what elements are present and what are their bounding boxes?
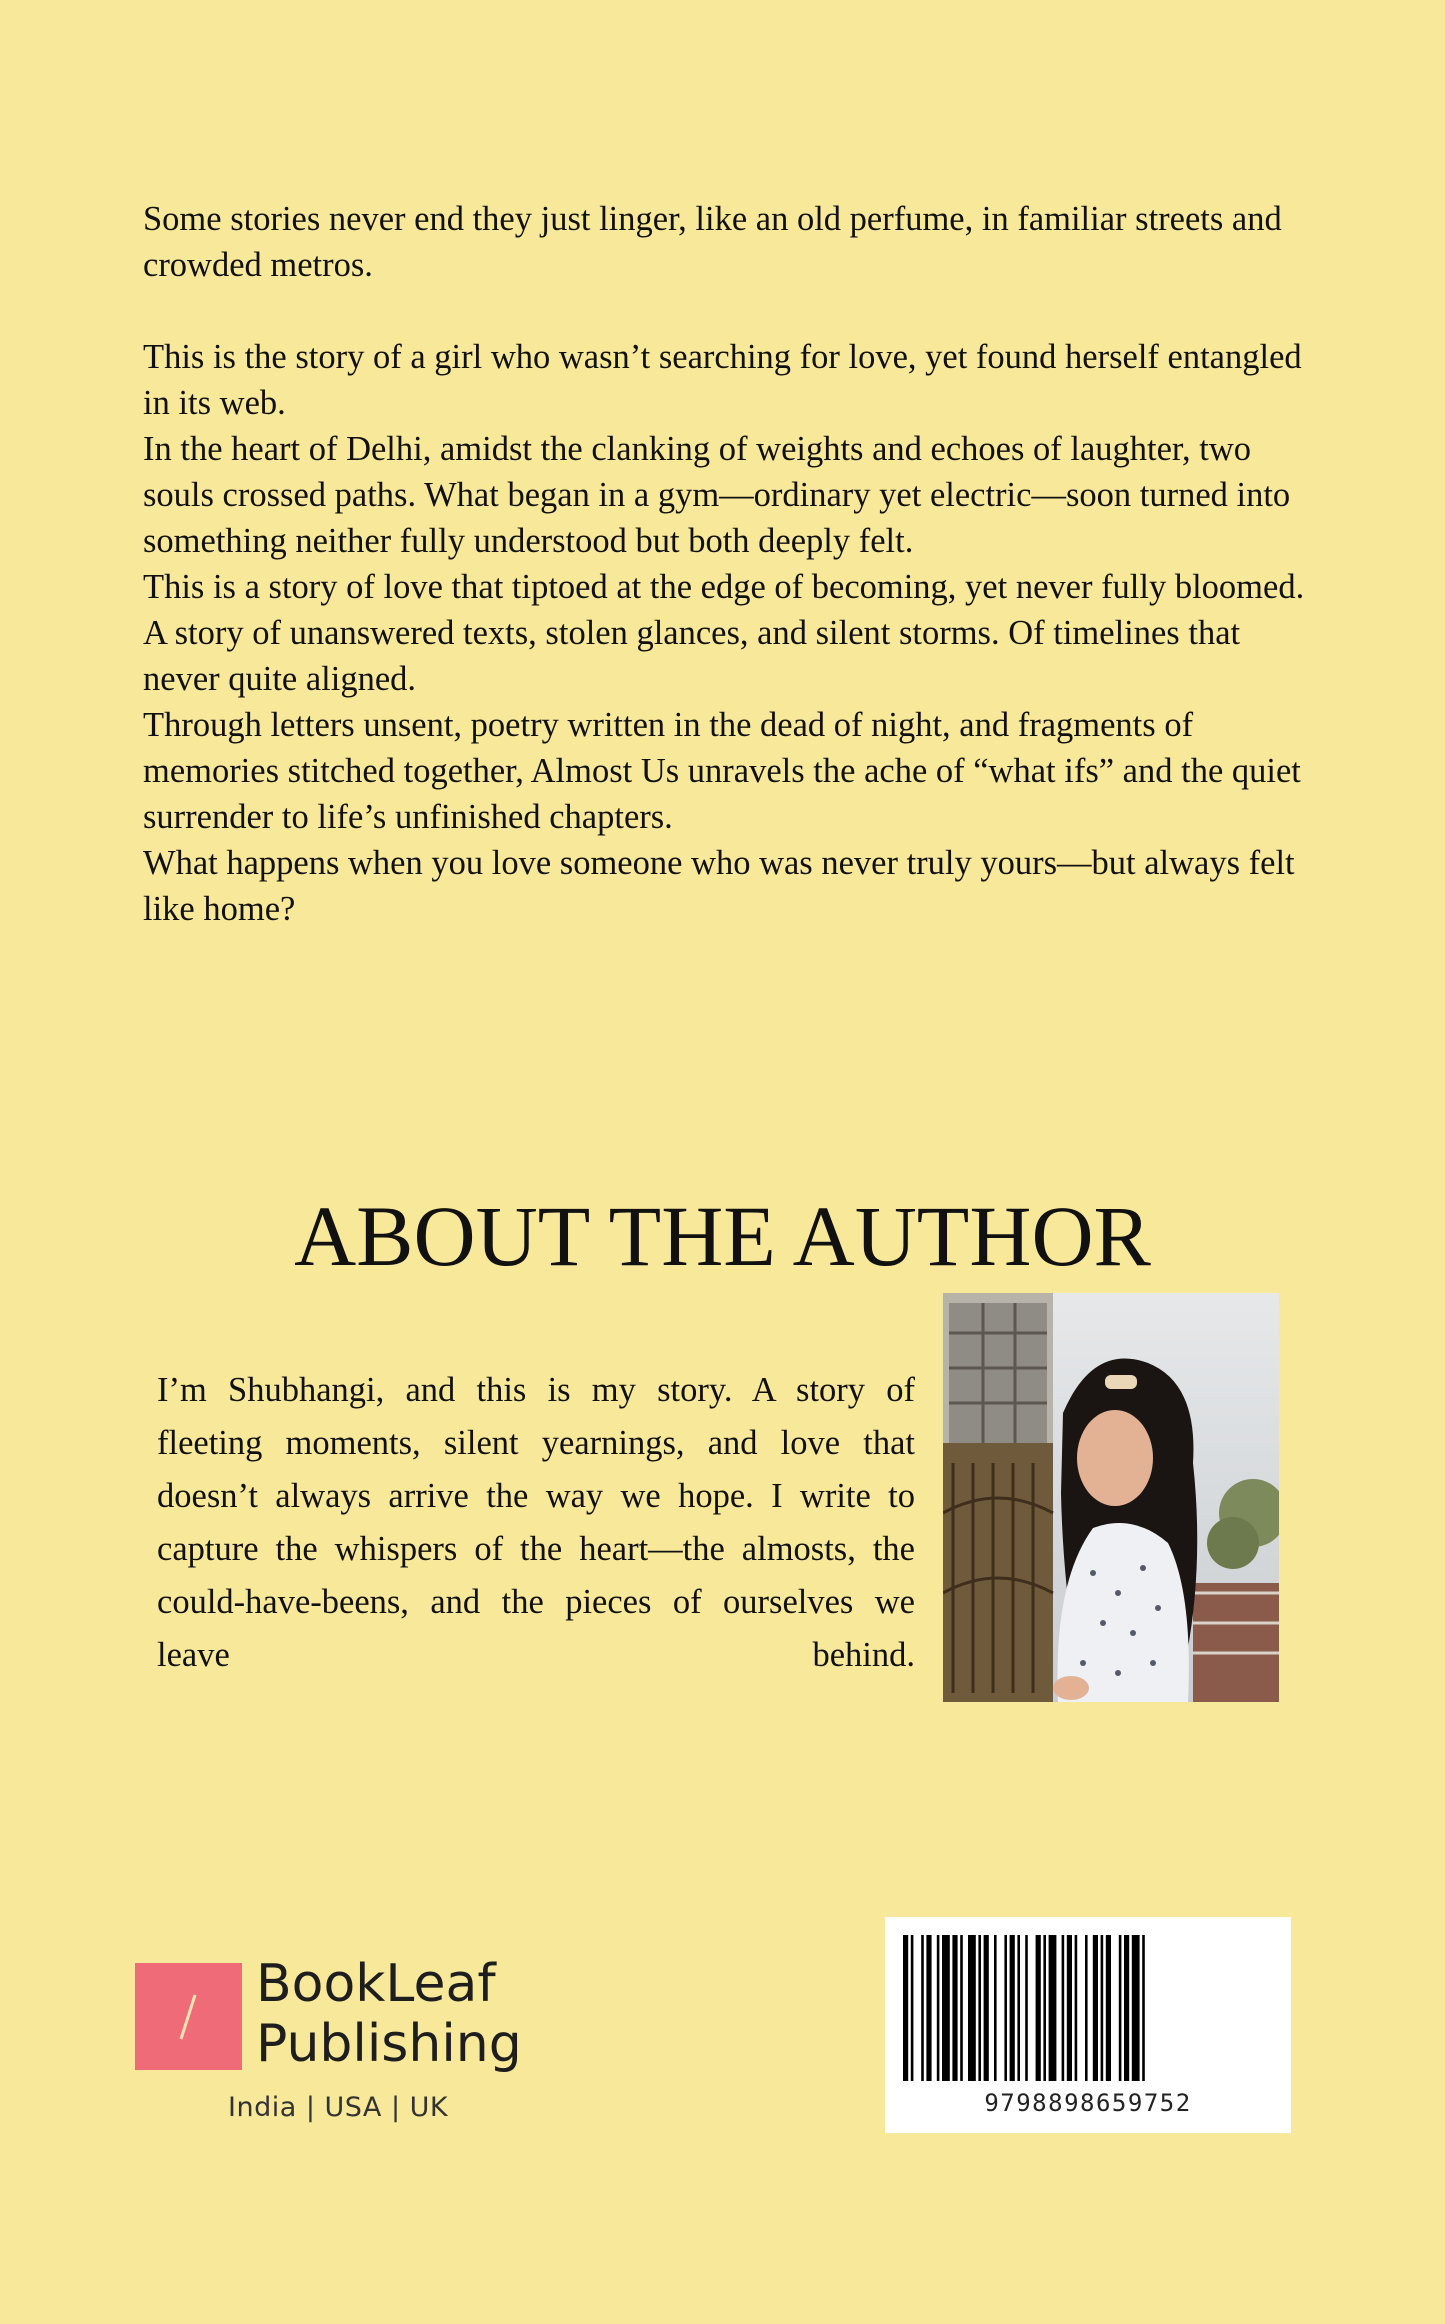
barcode-bar xyxy=(1093,1935,1098,2081)
barcode-bar xyxy=(1025,1935,1028,2081)
barcode-bar xyxy=(1119,1935,1122,2081)
barcode-bar xyxy=(1075,1935,1078,2081)
barcode-bar xyxy=(1043,1935,1046,2081)
barcode-bar xyxy=(1067,1935,1072,2081)
barcode-bar xyxy=(994,1935,997,2081)
barcode-bar xyxy=(1085,1935,1088,2081)
barcode-bar xyxy=(960,1935,963,2081)
barcode-bar xyxy=(921,1935,924,2081)
author-photo-image xyxy=(943,1293,1279,1702)
author-bio: I’m Shubhangi, and this is my story. A story of fleeting moments, silent yearnings, and love that doesn’t always arrive the way we hope. I write to capture the whispers of the heart—the almosts, the could-have-beens, and the pieces of ourselves we leave behind. xyxy=(157,1371,915,1674)
blurb-paragraph: What happens when you love someone who was never truly yours—but always felt like home? xyxy=(143,844,1295,928)
barcode-bar xyxy=(1010,1935,1015,2081)
book-blurb xyxy=(143,196,1323,932)
barcode-bar xyxy=(903,1935,908,2081)
blurb-paragraph: Through letters unsent, poetry written in the dead of night, and fragments of memories stitched together, Almost Us unravels the ache of “what ifs” and the quiet surrender to life’s unfinished chapters. xyxy=(143,706,1301,836)
publisher-name xyxy=(256,1954,522,2074)
bookleaf-logo-mark xyxy=(135,1963,242,2070)
about-author-heading: ABOUT THE AUTHOR xyxy=(294,1188,1151,1284)
barcode-bar xyxy=(1142,1935,1145,2081)
barcode-bar xyxy=(978,1935,981,2081)
barcode-bar xyxy=(952,1935,957,2081)
publisher-regions: India | USA | UK xyxy=(228,2092,449,2123)
author-photo xyxy=(943,1293,1279,1702)
blurb-paragraph: Some stories never end they just linger, like an old perfume, in familiar streets and crowded metros. xyxy=(143,200,1282,284)
barcode-bar xyxy=(1062,1935,1065,2081)
barcode-bar xyxy=(1004,1935,1007,2081)
barcode-bar xyxy=(1049,1935,1057,2081)
slash-icon xyxy=(135,1963,242,2070)
barcode-bar xyxy=(1101,1935,1104,2081)
publisher-name-line1: BookLeaf xyxy=(256,1954,496,2014)
barcode-bar xyxy=(1017,1935,1020,2081)
blurb-spacer xyxy=(143,288,1323,334)
publisher-name-line2: Publishing xyxy=(256,2014,522,2074)
isbn-barcode xyxy=(885,1917,1291,2133)
blurb-paragraph: This is the story of a girl who wasn’t searching for love, yet found herself entangled in its web. xyxy=(143,338,1302,422)
barcode-bar xyxy=(1036,1935,1041,2081)
barcode-bar xyxy=(1132,1935,1140,2081)
blurb-paragraph: In the heart of Delhi, amidst the clanking of weights and echoes of laughter, two souls crossed paths. What began in a gym—ordinary yet electric—soon turned into something neither fully understood but both deeply felt. xyxy=(143,430,1291,560)
barcode-bar xyxy=(984,1935,989,2081)
barcode-bar xyxy=(937,1935,940,2081)
isbn-number: 9798898659752 xyxy=(984,2089,1192,2117)
barcode-bar xyxy=(911,1935,914,2081)
blurb-paragraph: This is a story of love that tiptoed at the edge of becoming, yet never fully bloomed. A story of unanswered texts, stolen glances, and silent storms. Of timelines that never quite aligned. xyxy=(143,568,1305,698)
barcode-bar xyxy=(1124,1935,1129,2081)
barcode-bar xyxy=(926,1935,931,2081)
barcode-bar xyxy=(1106,1935,1111,2081)
barcode-bar xyxy=(942,1935,950,2081)
barcode-bar xyxy=(968,1935,976,2081)
